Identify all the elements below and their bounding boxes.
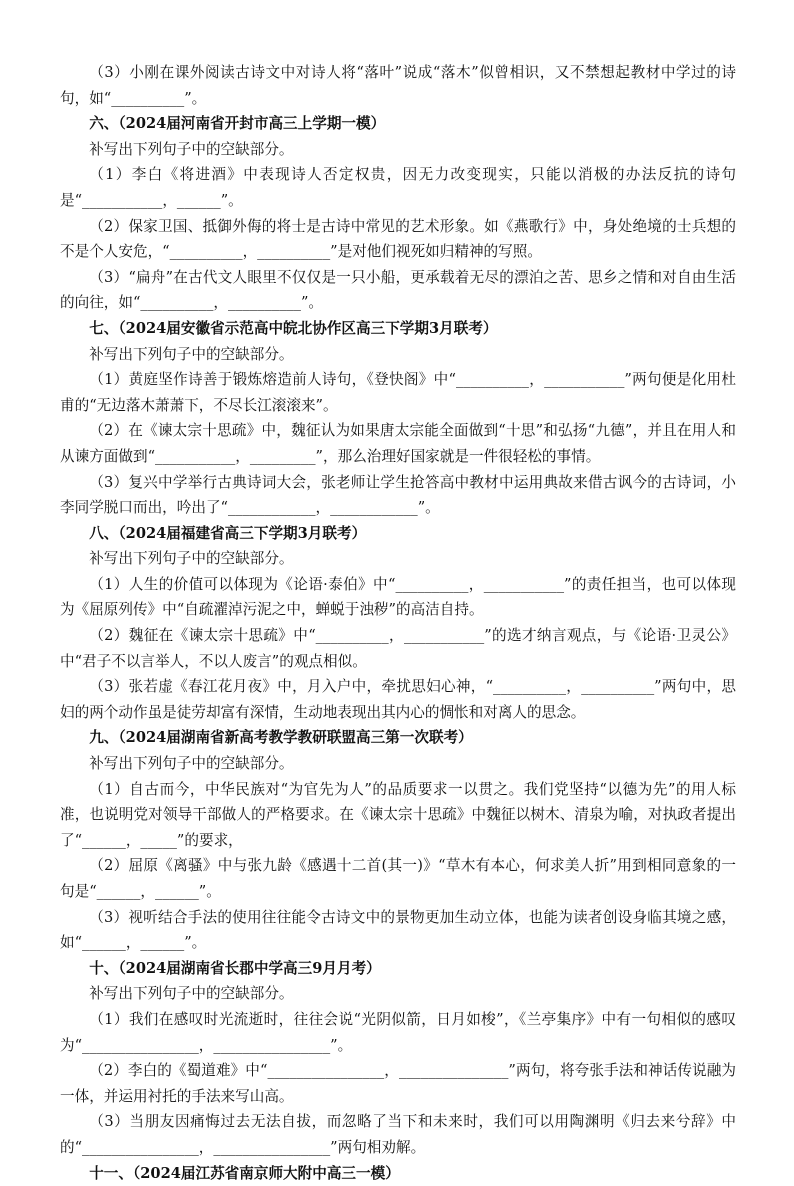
paragraph: 补写出下列句子中的空缺部分。 [89, 345, 294, 363]
paragraph: （1）李白《将进酒》中表现诗人否定权贵，因无力改变现实，只能以消极的办法反抗的诗句是“___________，______”。 [60, 166, 736, 209]
paragraph: 补写出下列句子中的空缺部分。 [89, 550, 294, 568]
section-heading: 八、（2024届福建省高三下学期3月联考） [89, 524, 367, 542]
section-heading: 十一、（2024届江苏省南京师大附中高三一模） [89, 1164, 400, 1182]
paragraph: 补写出下列句子中的空缺部分。 [89, 985, 294, 1003]
paragraph: （2）李白的《蜀道难》中“________________，_______________”两句，将夸张手法和神话传说融为一体，并运用衬托的手法来写山高。 [60, 1062, 736, 1105]
paragraph: （3）复兴中学举行古典诗词大会，张老师让学生抢答高中教材中运用典故来借古讽今的古诗词，小李同学脱口而出，吟出了“____________，____________”。 [60, 473, 736, 517]
paragraph: （2）保家卫国、抵御外侮的将士是古诗中常见的艺术形象。如《燕歌行》中，身处绝境的士兵想的不是个人安危，“__________，__________”是对他们视死如归精神的写照。 [60, 217, 736, 261]
paragraph: （2）在《谏太宗十思疏》中，魏征认为如果唐太宗能全面做到“十思”和弘扬“九德”，并且在用人和从谏方面做到“___________，_________”，那么治理好国家就是一件很轻松的事情。 [60, 422, 736, 465]
section-heading: 十、（2024届湖南省长郡中学高三9月月考） [89, 959, 381, 977]
paragraph: （3）张若虚《春江花月夜》中，月入户中，牵扰思妇心神，“__________，__________”两句中，思妇的两个动作虽是徒劳却富有深情，生动地表现出其内心的惆怅和对离人的思念。 [60, 678, 736, 721]
paragraph: （3）当朋友因痛悔过去无法自拔，而忽略了当下和未来时，我们可以用陶渊明《归去来兮辞》中的“________________，________________”两句相劝解。 [60, 1113, 736, 1156]
section-heading: 九、（2024届湖南省新高考教学教研联盟高三第一次联考） [89, 729, 473, 747]
paragraph: 补写出下列句子中的空缺部分。 [89, 755, 294, 773]
paragraph: 补写出下列句子中的空缺部分。 [89, 140, 294, 158]
section-heading: 六、（2024届河南省开封市高三上学期一模） [89, 115, 386, 133]
paragraph: （1）黄庭坚作诗善于锻炼熔造前人诗句，《登快阁》中“__________，___________”两句便是化用杜甫的“无边落木萧萧下，不尽长江滚滚来”。 [60, 371, 736, 414]
document-page [60, 60, 736, 1186]
paragraph: （3）小刚在课外阅读古诗文中对诗人将“落叶”说成“落木”似曾相识，又不禁想起教材中学过的诗句，如“__________”。 [60, 64, 736, 107]
section-heading: 七、（2024届安徽省示范高中皖北协作区高三下学期3月联考） [89, 319, 498, 337]
paragraph: （3）视听结合手法的使用往往能令古诗文中的景物更加生动立体，也能为读者创设身临其境之感，如“______，______”。 [60, 908, 736, 952]
paragraph: （3）“扁舟”在古代文人眼里不仅仅是一只小船，更承载着无尽的漂泊之苦、思乡之情和对自由生活的向往，如“__________，__________”。 [60, 268, 736, 312]
paragraph: （2）魏征在《谏太宗十思疏》中“__________，___________”的选才纳言观点，与《论语·卫灵公》中“君子不以言举人，不以人废言”的观点相似。 [60, 627, 736, 670]
paragraph: （1）我们在感叹时光流逝时，往往会说“光阴似箭，日月如梭”，《兰亭集序》中有一句相似的感叹为“________________，________________”。 [60, 1010, 736, 1054]
paragraph: （2）屈原《离骚》中与张九龄《感遇十二首(其一)》“草木有本心，何求美人折”用到相同意象的一句是“______，______”。 [60, 857, 736, 900]
paragraph: （1）人生的价值可以体现为《论语·泰伯》中“__________，___________”的责任担当，也可以体现为《屈原列传》中“自疏濯淖污泥之中，蝉蜕于浊秽”的高洁自持。 [60, 575, 736, 619]
paragraph: （1）自古而今，中华民族对“为官先为人”的品质要求一以贯之。我们党坚持“以德为先”的用人标准，也说明党对领导干部做人的严格要求。在《谏太宗十思疏》中魏征以树木、清泉为喻，对执政者提出了“______，_____”的要求， [60, 780, 736, 849]
